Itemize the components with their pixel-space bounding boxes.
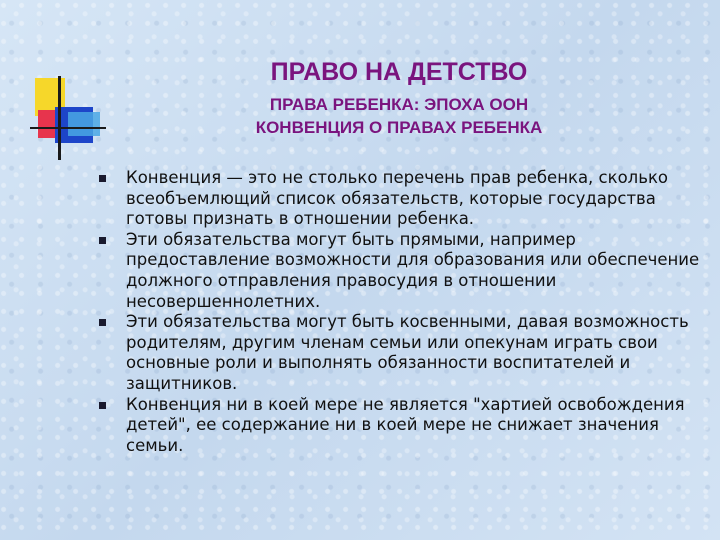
- square-bullet-icon: [99, 237, 106, 244]
- square-bullet-icon: [99, 319, 106, 326]
- bullet-text: Эти обязательства могут быть прямыми, например предоставление возможности для образования или обеспечение должного отправления правосудия в отношении несовершеннолетних.: [126, 229, 700, 311]
- bullet-item: [96, 168, 706, 230]
- square-bullet-icon: [99, 175, 106, 182]
- bullet-text: Конвенция ни в коей мере не является "хартией освобождения детей", ее содержание ни в коей мере не снижает значения семьи.: [126, 394, 685, 455]
- bullet-item: [96, 230, 706, 312]
- subtitle-line: КОНВЕНЦИЯ О ПРАВАХ РЕБЕНКА: [255, 118, 543, 137]
- subtitle-line: ПРАВА РЕБЕНКА: ЭПОХА ООН: [269, 95, 529, 114]
- bullet-text: Конвенция — это не столько перечень прав ребенка, сколько всеобъемлющий список обязательств, которые государства готовы признать в отношении ребенка.: [126, 168, 669, 229]
- bullet-text: Эти обязательства могут быть косвенными, давая возможность родителям, другим членам семьи или опекунам играть свои основные роли и выполнять обязанности воспитателей и защитников.: [126, 312, 689, 393]
- slide-title: ПРАВО НА ДЕТСТВО: [270, 58, 528, 86]
- slide-subtitle: [0, 93, 720, 139]
- bullet-list: [96, 168, 706, 456]
- bullet-item: [96, 395, 706, 457]
- bullet-item: [96, 312, 706, 394]
- square-bullet-icon: [99, 402, 106, 409]
